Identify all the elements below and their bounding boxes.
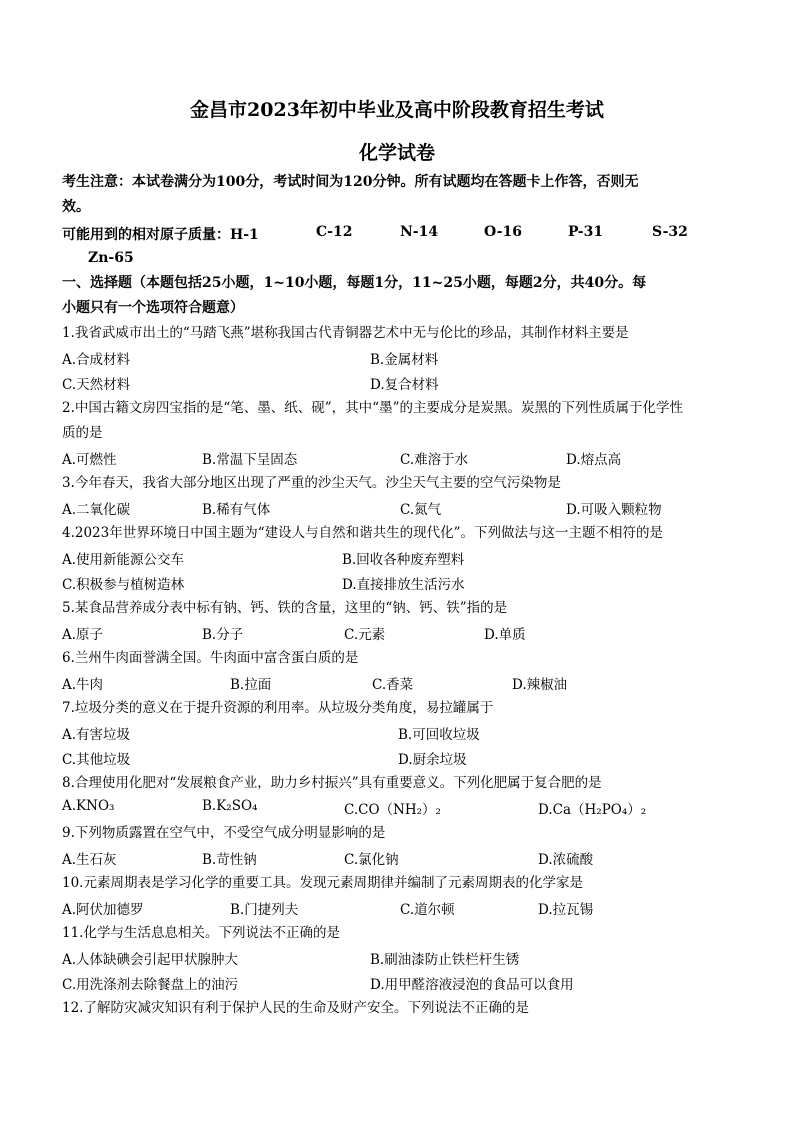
question-10-stem: 10.元素周期表是学习化学的重要工具。发现元素周期律并编制了元素周期表的化学家是 — [62, 875, 583, 891]
option-a: A.KNO₃ — [62, 798, 115, 814]
question-4-stem: 4.2023年世界环境日中国主题为“建设人与自然和谐共生的现代化”。下列做法与这一主题不相符的是 — [62, 525, 664, 541]
question-11-options-row-1 — [62, 948, 754, 968]
question-3-options — [62, 498, 754, 518]
option-a: A.有害垃圾 — [62, 727, 131, 743]
section-heading-line-1: 一、选择题（本题包括25小题，1~10小题，每题1分，11~25小题，每题2分，共40分。每 — [62, 275, 647, 291]
option-c: C.元素 — [344, 627, 386, 643]
option-b: B.可回收垃圾 — [398, 727, 480, 743]
option-a: A.牛肉 — [62, 677, 104, 693]
atomic-mass-p: P-31 — [568, 224, 604, 240]
question-2-stem-line-2: 质的是 — [62, 425, 103, 441]
atomic-mass-o: O-16 — [484, 224, 523, 240]
option-c: C.用洗涤剂去除餐盘上的油污 — [62, 977, 239, 993]
option-b: B.金属材料 — [370, 352, 439, 368]
option-c: C.CO（NH₂）₂ — [344, 802, 441, 818]
option-d: D.熔点高 — [566, 452, 622, 468]
option-d: D.复合材料 — [370, 377, 439, 393]
question-1-options-row-2 — [62, 373, 754, 393]
option-a: A.阿伏加德罗 — [62, 902, 144, 918]
option-d: D.用甲醛溶液浸泡的食品可以食用 — [370, 977, 574, 993]
atomic-mass-zn: Zn-65 — [88, 250, 134, 266]
option-d: D.直接排放生活污水 — [342, 577, 465, 593]
option-a: A.生石灰 — [62, 852, 117, 868]
option-d: D.可吸入颗粒物 — [566, 502, 662, 518]
atomic-mass-s: S-32 — [652, 224, 688, 240]
atomic-mass-c: C-12 — [316, 224, 353, 240]
option-d: D.Ca（H₂PO₄）₂ — [538, 802, 647, 818]
question-9-stem: 9.下列物质露置在空气中，不受空气成分明显影响的是 — [62, 825, 386, 841]
question-4-options-row-2 — [62, 573, 754, 593]
question-4-options-row-1 — [62, 548, 754, 568]
question-2-options — [62, 448, 754, 468]
option-b: B.苛性钠 — [202, 852, 257, 868]
question-5-options — [62, 623, 754, 643]
option-b: B.回收各种废弃塑料 — [342, 552, 465, 568]
section-heading-line-2: 小题只有一个选项符合题意） — [62, 300, 244, 316]
option-c: C.难溶于水 — [400, 452, 469, 468]
option-b: B.刷油漆防止铁栏杆生锈 — [370, 952, 520, 968]
question-11-stem: 11.化学与生活息息相关。下列说法不正确的是 — [62, 925, 340, 941]
option-b: B.拉面 — [230, 677, 272, 693]
question-2-stem-line-1: 2.中国古籍文房四宝指的是“笔、墨、纸、砚”，其中“墨”的主要成分是炭黑。炭黑的下列性质属于化学性 — [62, 400, 683, 416]
option-c: C.香菜 — [372, 677, 414, 693]
question-1-stem: 1.我省武威市出土的“马踏飞燕”堪称我国古代青铜器艺术中无与伦比的珍品，其制作材料主要是 — [62, 325, 629, 341]
option-c: C.积极参与植树造林 — [62, 577, 185, 593]
question-3-stem: 3.今年春天，我省大部分地区出现了严重的沙尘天气。沙尘天气主要的空气污染物是 — [62, 475, 561, 491]
exam-title: 金昌市2023年初中毕业及高中阶段教育招生考试 — [190, 99, 604, 121]
option-a: A.人体缺碘会引起甲状腺肿大 — [62, 952, 239, 968]
option-d: D.浓硫酸 — [538, 852, 594, 868]
option-c: C.道尔顿 — [400, 902, 455, 918]
question-11-options-row-2 — [62, 973, 754, 993]
question-7-options-row-2 — [62, 748, 754, 768]
question-5-stem: 5.某食品营养成分表中标有钠、钙、铁的含量，这里的“钠、钙、铁”指的是 — [62, 600, 508, 616]
question-6-stem: 6.兰州牛肉面誉满全国。牛肉面中富含蛋白质的是 — [62, 650, 359, 666]
option-d: D.厨余垃圾 — [398, 752, 467, 768]
notice-line-1: 考生注意：本试卷满分为100分，考试时间为120分钟。所有试题均在答题卡上作答，否则无 — [62, 174, 639, 190]
question-6-options — [62, 673, 754, 693]
question-10-options — [62, 898, 754, 918]
option-d: D.辣椒油 — [512, 677, 568, 693]
option-d: D.拉瓦锡 — [538, 902, 594, 918]
option-b: B.常温下呈固态 — [202, 452, 298, 468]
question-9-options — [62, 848, 754, 868]
atomic-mass-label: 可能用到的相对原子质量：H-1 — [62, 227, 259, 243]
exam-subtitle: 化学试卷 — [358, 142, 435, 164]
option-c: C.其他垃圾 — [62, 752, 131, 768]
question-8-options — [62, 798, 754, 818]
atomic-mass-row — [62, 224, 732, 244]
option-a: A.原子 — [62, 627, 104, 643]
option-b: B.K₂SO₄ — [202, 798, 258, 814]
option-d: D.单质 — [484, 627, 526, 643]
atomic-mass-n: N-14 — [400, 224, 439, 240]
question-12-stem: 12.了解防灾减灾知识有利于保护人民的生命及财产安全。下列说法不正确的是 — [62, 1000, 529, 1016]
option-b: B.门捷列夫 — [230, 902, 299, 918]
question-7-options-row-1 — [62, 723, 754, 743]
notice-line-2: 效。 — [62, 199, 90, 215]
option-c: C.氮气 — [400, 502, 442, 518]
option-a: A.可燃性 — [62, 452, 117, 468]
option-a: A.合成材料 — [62, 352, 131, 368]
question-1-options-row-1 — [62, 348, 754, 368]
question-7-stem: 7.垃圾分类的意义在于提升资源的利用率。从垃圾分类角度，易拉罐属于 — [62, 700, 494, 716]
option-b: B.稀有气体 — [202, 502, 271, 518]
option-a: A.使用新能源公交车 — [62, 552, 185, 568]
question-8-stem: 8.合理使用化肥对“发展粮食产业，助力乡村振兴”具有重要意义。下列化肥属于复合肥的是 — [62, 775, 602, 791]
option-c: C.氯化钠 — [344, 852, 399, 868]
option-a: A.二氧化碳 — [62, 502, 131, 518]
option-b: B.分子 — [202, 627, 244, 643]
option-c: C.天然材料 — [62, 377, 131, 393]
